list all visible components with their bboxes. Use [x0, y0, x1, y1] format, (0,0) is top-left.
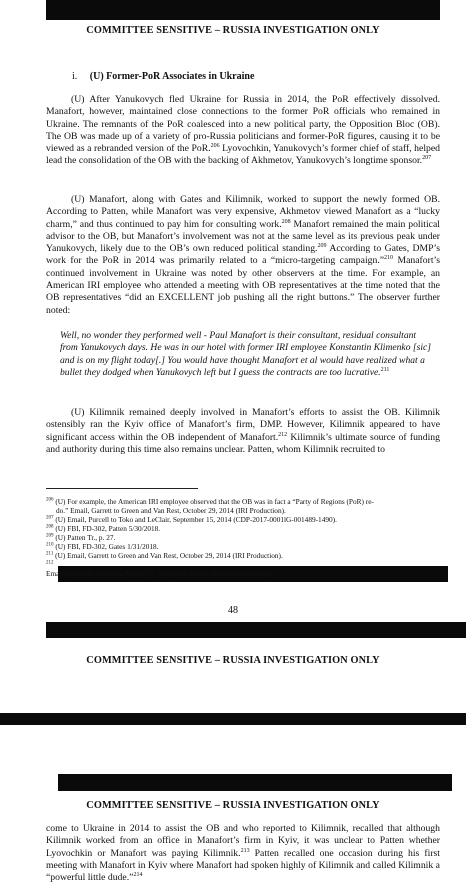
- footnote-text: (U) FBI, FD-302, Gates 1/31/2018.: [53, 542, 159, 551]
- classification-header-next-page: COMMITTEE SENSITIVE – RUSSIA INVESTIGATION ONLY: [86, 800, 380, 811]
- paragraph-3-text: (U) Kilimnik remained deeply involved in Manafort’s efforts to assist the OB. Kilimnik ostensibly ran the Kyiv office of Manafort’s firm, DMP. However, Kilimnik appeared to have significant access within the OB independent of Manafort.: [46, 407, 440, 443]
- paragraph-next-text: Patten recalled one occasion during his first meeting with Manafort in Kyiv where Manafort had spoken highly of Kilimnik and called Kilimnik a “powerful little dude.”: [46, 847, 441, 884]
- footnote-206: [46, 497, 446, 506]
- paragraph-3-text: Kilimnik’s ultimate source of funding and authority during this time also remains unclear. Patten, whom Kilimnik recruited to: [46, 431, 440, 455]
- paragraph-2-text: (U) Manafort, along with Gates and Kilimnik, worked to support the newly formed OB. According to Patten, while Manafort was very expensive, Akhmetov viewed Manafort as a “lucky charm,” and thus continued to pay him for consulting work.: [46, 194, 440, 230]
- section-number: i.: [72, 71, 78, 82]
- footnote-number: 211: [46, 551, 54, 557]
- footnote-text: (U) Email, Purcell to Toko and LeClair, September 15, 2014 (CDP-2017-0001lG-001489-1490).: [53, 515, 337, 524]
- paragraph-1-text: (U) After Yanukovych fled Ukraine for Russia in 2014, the PoR effectively dissolved. Manafort, however, maintained close connections to the former PoR officials who remained in Ukraine. The remnants of the PoR coalesced into a new political party, the Opposition Bloc (OB). The OB was made up of a variety of pro-Russia politicians and former-PoR figures, causing it to be viewed as a rebranded version of the PoR.: [46, 94, 440, 155]
- page-number: 48: [228, 605, 238, 616]
- footnote-number: 206: [46, 497, 54, 503]
- footnote-ref: 211: [380, 366, 390, 373]
- footnote-text: (U) Email, Garrett to Green and Van Rest, October 29, 2014 (IRI Production).: [53, 551, 283, 560]
- footnote-divider: [46, 488, 198, 489]
- footnote-text: (U) Patten Tr., p. 27.: [53, 533, 116, 542]
- footnotes: [46, 497, 446, 578]
- redaction-bar: [58, 774, 452, 791]
- footnote-number: 208: [46, 524, 54, 530]
- footnote-211: [46, 551, 446, 560]
- redaction-bar: [46, 622, 466, 638]
- footnote-number: 207: [46, 515, 54, 521]
- footnote-number: 210: [46, 542, 54, 548]
- section-title: (U) Former-PoR Associates in Ukraine: [89, 71, 255, 82]
- footnote-text: (U) FBI, FD-302, Patten 5/30/2018.: [53, 524, 161, 533]
- footnote-text: (U) For example, the American IRI employee observed that the OB was in fact a “Party of Regions (PoR) re-: [53, 497, 374, 506]
- footnote-ref: 210: [384, 255, 394, 262]
- redaction-bar: [0, 713, 466, 725]
- section-heading: [72, 71, 254, 82]
- paragraph-1-text: Lyovochkin, Yanukovych’s former chief of staff, helped lead the consolidation of the OB with the backing of Akhmetov, Yanukovych’s longtime sponsor.: [46, 143, 441, 167]
- footnote-208: [46, 524, 446, 533]
- footnote-ref: 214: [133, 871, 143, 878]
- footnote-209: [46, 533, 446, 542]
- paragraph-next-text: come to Ukraine in 2014 to assist the OB and who reported to Kilimnik, recalled that although Kilimnik worked from an office in Manafort’s firm in Kyiv, it was unclear to Patten whether Lyovochkin or Manafort was paying Kilimnik.: [46, 823, 440, 859]
- paragraph-2-text: According to Gates, DMP’s work for the PoR in 2014 was primarily related to a “micro-targeting campaign.”: [46, 243, 441, 267]
- footnote-210: [46, 542, 446, 551]
- footnote-212: [46, 560, 446, 569]
- classification-header-bottom: COMMITTEE SENSITIVE – RUSSIA INVESTIGATION ONLY: [86, 655, 380, 666]
- footnote-ref: 206: [210, 142, 220, 149]
- footnote-number: 209: [46, 533, 54, 539]
- classification-header-top: COMMITTEE SENSITIVE – RUSSIA INVESTIGATION ONLY: [86, 25, 380, 36]
- paragraph-next-page: [46, 823, 440, 884]
- paragraph-3: [46, 407, 440, 456]
- paragraph-1: [46, 94, 440, 168]
- block-quote: [60, 330, 432, 379]
- footnote-ref: 208: [281, 218, 291, 225]
- footnote-ref: 213: [240, 847, 250, 854]
- paragraph-2-text: Manafort’s continued involvement in Ukraine was noted by other observers at the time. For example, an American IRI employee who attended a meeting with OB representatives at the time noted that the OB representatives “did an EXCELLENT job pushing all the right buttons.” The observer further noted:: [46, 255, 440, 316]
- footnote-ref: 212: [278, 431, 288, 438]
- footnote-206-cont: do.” Email, Garrett to Green and Van Rest, October 29, 2014 (IRI Production).: [56, 506, 286, 515]
- footnote-ref: 207: [422, 155, 432, 162]
- footnote-207: [46, 515, 446, 524]
- redaction-bar: [46, 0, 440, 20]
- footnote-ref: 209: [317, 242, 327, 249]
- footnote-number: 212: [46, 560, 54, 566]
- paragraph-2: [46, 194, 440, 317]
- paragraph-2-text: Manafort remained the main political advisor to the OB, but Manafort’s involvement was not at the same level as its previous peak under Yanukovych, likely due to the OB’s own reduced political standing.: [46, 218, 440, 255]
- block-quote-text: Well, no wonder they performed well - Paul Manafort is their consultant, residual consultant from Yanukovych days. He was in our hotel with former IRI employee Konstantin Klimenko [sic] and is on my flight today[.] You would have thought Manafort et al would have realized what a bullet they dodged when Yanukovych left but I guess the contracts are too lucrative.: [60, 330, 432, 378]
- footnote-212-cont: Email, Kilimnik to Patten, August 17, 2016 (SSCI 2017-4885-3-000426-428).: [46, 569, 274, 578]
